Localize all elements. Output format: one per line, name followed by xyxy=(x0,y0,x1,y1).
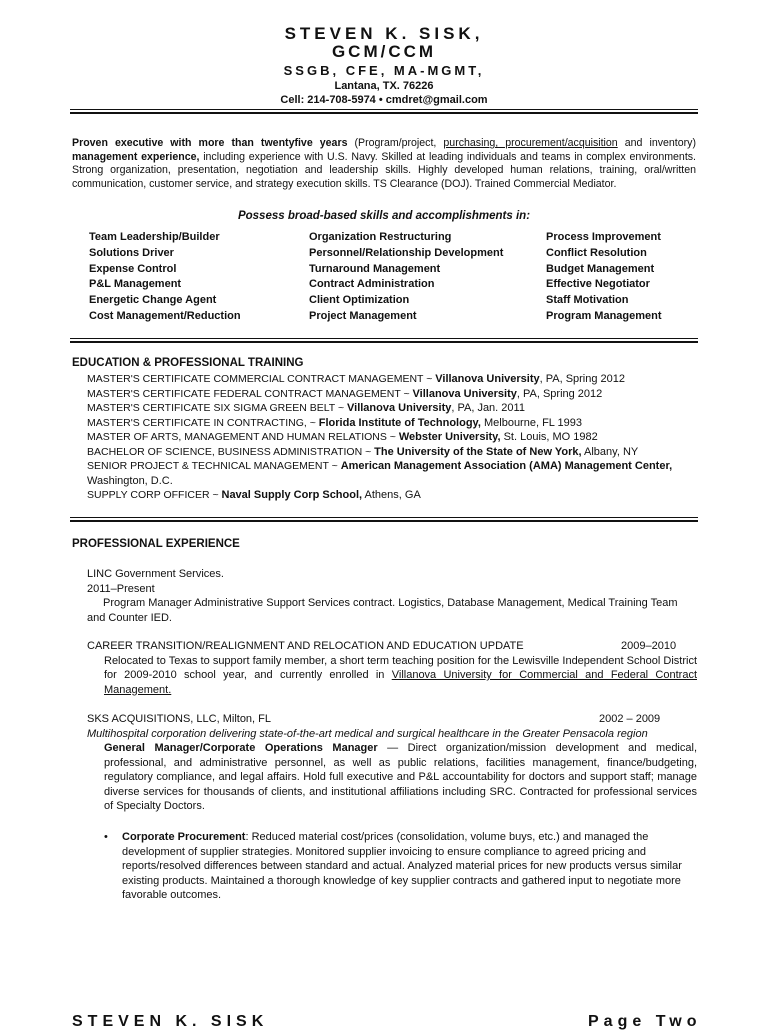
certification: GCM/CCM xyxy=(331,42,437,61)
skill-item: Energetic Change Agent xyxy=(89,294,217,307)
education-item xyxy=(87,488,699,503)
skill-item: Expense Control xyxy=(89,262,177,275)
role-title: General Manager/Corporate Operations Manager xyxy=(104,742,378,754)
institution: The University of the State of New York, xyxy=(374,445,582,458)
skill-item: Organization Restructuring xyxy=(309,231,452,243)
job-description xyxy=(87,654,697,698)
credentials: SSGB, CFE, MA-MGMT, xyxy=(283,63,485,78)
degree-label: MASTER OF ARTS, MANAGEMENT AND HUMAN RELATIONS ~ xyxy=(87,431,399,443)
job-career-transition xyxy=(87,639,697,697)
education-item xyxy=(87,430,699,445)
skill-item: P&L Management xyxy=(89,278,182,291)
job-description: Program Manager Administrative Support Services contract. Logistics, Database Management, Medical Training Team and Counter IED. xyxy=(87,597,678,624)
institution: Florida Institute of Technology, xyxy=(318,416,481,429)
job-dates: 2002 – 2009 xyxy=(599,713,661,725)
degree-label: SENIOR PROJECT & TECHNICAL MANAGEMENT ~ xyxy=(87,460,341,472)
skill-item: Effective Negotiator xyxy=(546,278,650,291)
skill-item: Team Leadership/Builder xyxy=(89,231,220,243)
skills-column-1 xyxy=(89,230,241,325)
experience-section-title: PROFESSIONAL EXPERIENCE xyxy=(72,538,240,550)
education-list xyxy=(87,372,699,503)
institution: Naval Supply Corp School, xyxy=(221,489,363,501)
summary-paragraph xyxy=(72,137,696,191)
summary-bold: management experience, xyxy=(72,150,200,163)
summary-text: (Program/project, xyxy=(347,137,444,149)
location-date: , PA, Jan. 2011 xyxy=(451,402,525,414)
location-date: St. Louis, MO 1982 xyxy=(500,431,598,443)
job-dates: 2011–Present xyxy=(87,582,155,595)
bullet-body: : Reduced material cost/prices (consolidation, volume buys, etc.) and managed the development of supplier strategies. Monitored supplier invoicing to ensure compliance to agreed pricing and reports/resolved differences between standard and actual. Analyzed material prices for new products versus similar existing products. Maintained a thorough knowledge of key supplier contracts and gathered input to negotiate more favorable outcomes. xyxy=(122,831,682,901)
description-text: — Direct organization/mission development and medical, professional, and administrative personnel, as well as public relations, facilities management, finance/budgeting, regulatory compliance, and legal affairs. Hold full executive and P&L accountability for doctors and support staff; manage diverse services for thousands of clients, and institutional affiliations including SRC. Contracted for professional services of Specialty Doctors. xyxy=(104,742,697,812)
location-date: , PA, Spring 2012 xyxy=(539,373,626,385)
skill-item: Contract Administration xyxy=(309,278,435,291)
job-dates: 2009–2010 xyxy=(621,640,677,652)
skills-column-2 xyxy=(309,230,503,325)
institution: Villanova University xyxy=(412,387,517,400)
candidate-name: STEVEN K. SISK, xyxy=(284,24,484,43)
job-linc xyxy=(87,567,697,625)
location-date: , PA, Spring 2012 xyxy=(516,387,603,400)
skills-title: Possess broad-based skills and accomplishments in: xyxy=(237,210,531,222)
education-reference: Villanova University for Commercial and Federal Contract Management. xyxy=(104,669,697,696)
company-name: SKS ACQUISITIONS, LLC, Milton, FL xyxy=(87,713,271,725)
skills-column-3 xyxy=(546,230,662,325)
header-divider xyxy=(70,109,698,114)
location-date: Washington, D.C. xyxy=(87,474,173,487)
education-item xyxy=(87,401,699,416)
degree-label: BACHELOR OF SCIENCE, BUSINESS ADMINISTRATION ~ xyxy=(87,445,375,458)
skill-item: Program Management xyxy=(546,309,662,322)
institution: Webster University, xyxy=(398,431,501,443)
summary-underlined: purchasing, procurement/acquisition xyxy=(443,137,618,149)
education-item xyxy=(87,459,699,488)
education-item xyxy=(87,387,699,402)
contact-line: Cell: 214-708-5974 • cmdret@gmail.com xyxy=(280,94,488,106)
address: Lantana, TX. 76226 xyxy=(334,80,434,92)
education-item xyxy=(87,445,699,460)
skill-item: Client Optimization xyxy=(309,294,410,307)
skill-item: Solutions Driver xyxy=(89,246,174,259)
institution: American Management Association (AMA) Management Center, xyxy=(340,460,673,472)
footer-name: STEVEN K. SISK xyxy=(72,1013,269,1030)
skill-item: Budget Management xyxy=(546,262,655,275)
summary-text: including experience with U.S. Navy. Skilled at leading individuals and teams in complex environments. Strong organization, presentation, negotiation and leadership skills. Highly developed human relations, training, oral/written communication, customer service, and strategy execution skills. TS Clearance (DOJ). Trained Commercial Mediator. xyxy=(72,150,696,190)
footer-page: Page Two xyxy=(588,1013,702,1030)
job-title: CAREER TRANSITION/REALIGNMENT AND RELOCATION AND EDUCATION UPDATE xyxy=(87,640,524,652)
skill-item: Turnaround Management xyxy=(309,262,441,275)
skill-item: Process Improvement xyxy=(546,231,661,243)
bullet-text xyxy=(104,830,694,903)
skills-divider xyxy=(70,338,698,343)
location-date: Albany, NY xyxy=(581,445,639,458)
bullet-icon: • xyxy=(104,831,108,843)
job-description xyxy=(87,741,697,814)
degree-label: SUPPLY CORP OFFICER ~ xyxy=(87,489,222,501)
skill-item: Staff Motivation xyxy=(546,294,629,307)
skill-item: Project Management xyxy=(309,309,417,322)
degree-label: MASTER'S CERTIFICATE COMMERCIAL CONTRACT MANAGEMENT ~ xyxy=(87,373,436,385)
institution: Villanova University xyxy=(435,373,540,385)
description-text: Relocated to Texas to support family member, a short term teaching position for the Lewisville Independent School District for 2009-2010 school year, and currently enrolled in xyxy=(104,654,697,681)
company-name: LINC Government Services. xyxy=(87,568,224,580)
job-header xyxy=(87,712,697,727)
job-sks-acquisitions xyxy=(87,712,697,814)
bullet-heading: Corporate Procurement xyxy=(122,831,246,843)
bullet-corporate-procurement xyxy=(104,830,694,903)
job-header xyxy=(87,639,697,654)
skill-item: Personnel/Relationship Development xyxy=(309,246,504,259)
summary-text: and inventory) xyxy=(617,137,696,149)
education-item xyxy=(87,416,699,431)
degree-label: MASTER'S CERTIFICATE IN CONTRACTING, ~ xyxy=(87,416,319,429)
location-date: Athens, GA xyxy=(362,489,421,501)
skill-item: Cost Management/Reduction xyxy=(89,309,241,322)
skill-item: Conflict Resolution xyxy=(546,246,647,259)
degree-label: MASTER'S CERTIFICATE SIX SIGMA GREEN BELT ~ xyxy=(87,402,347,414)
location-date: Melbourne, FL 1993 xyxy=(480,416,583,429)
education-section-title: EDUCATION & PROFESSIONAL TRAINING xyxy=(72,357,304,369)
education-divider xyxy=(70,517,698,522)
company-tagline: Multihospital corporation delivering state-of-the-art medical and surgical healthcare in the Greater Pensacola region xyxy=(87,727,648,740)
institution: Villanova University xyxy=(347,402,452,414)
degree-label: MASTER'S CERTIFICATE FEDERAL CONTRACT MANAGEMENT ~ xyxy=(87,387,413,400)
education-item xyxy=(87,372,699,387)
summary-lead: Proven executive with more than twentyfive years xyxy=(72,137,348,149)
